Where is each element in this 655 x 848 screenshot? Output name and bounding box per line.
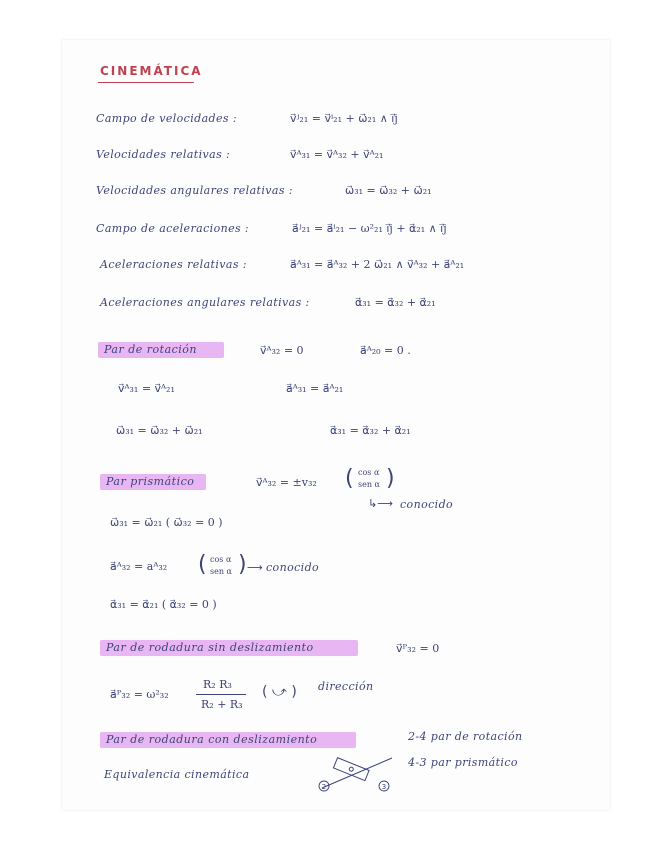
page-title: CINEMÁTICA (100, 64, 203, 78)
title-underline (98, 82, 194, 83)
rodadura-con-note-rotacion: 2-4 par de rotación (408, 730, 523, 743)
known-arrow-icon: ↳⟶ (368, 497, 393, 510)
row-label-angular-accelerations: Aceleraciones angulares relativas : (100, 296, 310, 309)
sketch-label-3: 3 (381, 783, 387, 791)
known-arrow-icon-2: ⟶ (247, 561, 263, 574)
rodadura-sin-eq-lhs: a⃗ᴾ₃₂ = ω²₃₂ (110, 688, 169, 701)
rodadura-sin-direction: dirección (318, 680, 374, 693)
prismatico-condition: v⃗ᴬ₃₂ = ±v₃₂ (256, 476, 317, 489)
row-formula-relative-accelerations: a⃗ᴬ₃₁ = a⃗ᴬ₃₂ + 2 ω⃗₂₁ ∧ v⃗ᴬ₃₂ + a⃗ᴬ₂₁ (290, 258, 465, 271)
row-formula-angular-accelerations: α⃗₃₁ = α⃗₃₂ + α⃗₂₁ (355, 296, 436, 309)
direction-bracket-icon: ( ⤻ ) (262, 684, 297, 700)
fraction-bar (196, 694, 246, 695)
prismatico-known-note-2: conocido (266, 561, 320, 574)
row-formula-acceleration-field: a⃗ʲ₂₁ = a⃗ⁱ₂₁ − ω²₂₁ i⃗j + α⃗₂₁ ∧ i⃗j (292, 222, 447, 235)
rodadura-con-note-prismatico: 4-3 par prismático (408, 756, 518, 769)
section-label-prismatico: Par prismático (106, 475, 195, 488)
row-label-relative-accelerations: Aceleraciones relativas : (100, 258, 247, 271)
row-formula-velocity-field: v⃗ʲ₂₁ = v⃗ⁱ₂₁ + ω⃗₂₁ ∧ i⃗j (290, 112, 398, 125)
row-label-relative-velocities: Velocidades relativas : (96, 148, 231, 161)
vector-close-paren: ) (386, 466, 395, 491)
rotacion-eq-velocity: v⃗ᴬ₃₁ = v⃗ᴬ₂₁ (118, 382, 175, 395)
section-label-rotacion: Par de rotación (104, 343, 198, 356)
prismatico-eq-angular-acceleration: α⃗₃₁ = α⃗₂₁ ( α⃗₃₂ = 0 ) (110, 598, 217, 611)
mechanism-sketch-icon (312, 748, 402, 798)
rotacion-eq-acceleration: a⃗ᴬ₃₁ = a⃗ᴬ₂₁ (286, 382, 344, 395)
rodadura-sin-condition: v⃗ᴾ₃₂ = 0 (396, 642, 440, 655)
prismatico-vector2-bottom: sen α (210, 567, 232, 576)
row-label-acceleration-field: Campo de aceleraciones : (96, 222, 250, 235)
prismatico-vector-bottom: sen α (358, 480, 380, 489)
rotacion-eq-angular-velocity: ω⃗₃₁ = ω⃗₃₂ + ω⃗₂₁ (116, 424, 203, 437)
row-label-velocity-field: Campo de velocidades : (96, 112, 237, 125)
rodadura-sin-denominator: R₂ + R₃ (201, 698, 243, 711)
prismatico-eq-angular-velocity: ω⃗₃₁ = ω⃗₂₁ ( ω⃗₃₂ = 0 ) (110, 516, 223, 529)
vector2-close-paren: ) (238, 552, 247, 577)
vector2-open-paren: ( (198, 552, 207, 577)
section-label-rodadura-con: Par de rodadura con deslizamiento (106, 733, 318, 746)
rotacion-eq-angular-acceleration: α⃗₃₁ = α⃗₃₂ + α⃗₂₁ (330, 424, 411, 437)
row-label-angular-velocities: Velocidades angulares relativas : (96, 184, 293, 197)
section-label-rodadura-sin: Par de rodadura sin deslizamiento (106, 641, 314, 654)
vector-open-paren: ( (345, 466, 354, 491)
prismatico-vector-top: cos α (358, 468, 380, 477)
prismatico-known-note: conocido (400, 498, 454, 511)
rotacion-condition-acceleration: a⃗ᴬ₂₀ = 0 . (360, 344, 411, 357)
rodadura-sin-numerator: R₂ R₃ (203, 678, 232, 691)
row-formula-relative-velocities: v⃗ᴬ₃₁ = v⃗ᴬ₃₂ + v⃗ᴬ₂₁ (290, 148, 384, 161)
sketch-label-2: 2 (321, 783, 327, 791)
rodadura-con-equivalence: Equivalencia cinemática (104, 768, 250, 781)
prismatico-vector2-top: cos α (210, 555, 232, 564)
rotacion-condition-velocity: v⃗ᴬ₃₂ = 0 (260, 344, 304, 357)
prismatico-eq-acceleration: a⃗ᴬ₃₂ = aᴬ₃₂ (110, 560, 168, 573)
row-formula-angular-velocities: ω⃗₃₁ = ω⃗₃₂ + ω⃗₂₁ (345, 184, 432, 197)
